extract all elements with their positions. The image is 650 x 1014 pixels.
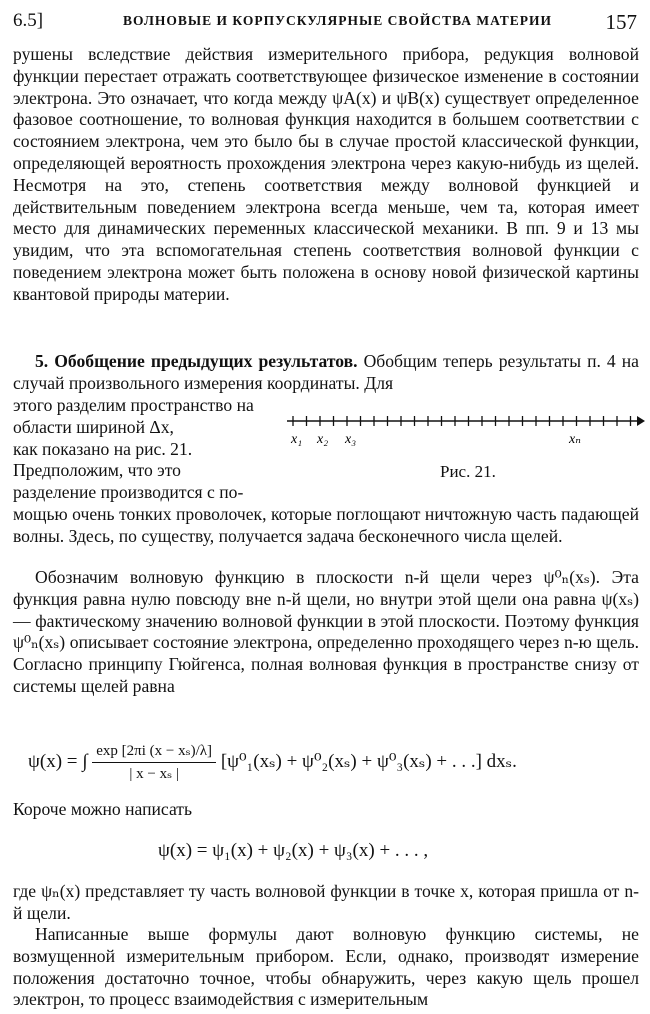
page-number: 157 — [605, 10, 637, 34]
figure-label-x1: x₁ — [291, 432, 303, 447]
wrapped-text — [13, 395, 263, 504]
wrap-line-3: Предположим, что это разделение производится с по- — [13, 460, 244, 503]
figure-label-x3: x₃ — [345, 432, 357, 447]
paragraph-1-text: рушены вследствие действия измерительного прибора, редукция волновой функции перестает отражать соответствующее физическое изменение в состоянии электрона. Это означает, что когда между ψA(x) и ψB(x) существует определенное фазовое соотношение, то волновая функция находится в большем соответствии с состоянием электрона, чем это было бы в случае простой классической функции, определяющей вероятность прохождения электрона через какую-нибудь из щелей. Несмотря на это, степень соответствия между волновой функцией и действительным поведением электрона всегда меньше, чем та, которая имеет место для динамических переменных классической механики. В пп. 9 и 13 мы увидим, что эта вспомогательная степень соответствия волновой функции с поведением электрона может быть положена в основу новой физической картины квантовой природы материи. — [13, 44, 639, 304]
running-title: ВОЛНОВЫЕ И КОРПУСКУЛЯРНЫЕ СВОЙСТВА МАТЕРИИ — [123, 13, 552, 28]
huygens-formula — [28, 742, 517, 783]
section-number: 6.5] — [13, 10, 44, 31]
figure-arrowhead — [637, 416, 645, 426]
figure-label-xn: xₙ — [569, 432, 581, 447]
wrap-line-2: как показано на рис. 21. — [13, 438, 193, 459]
figure-label-x2: x₂ — [317, 432, 329, 447]
section-heading: 5. Обобщение предыдущих результатов. — [35, 351, 358, 371]
section-rest-text: мощью очень тонких проволочек, которые поглощают ничтожную часть падающей волны. Здесь, по существу, получается задача бесконечного числа щелей. — [13, 504, 639, 546]
paragraph-3 — [13, 567, 639, 698]
section-intro-text: Обобщим теперь результаты п. 4 на случай произвольного измерения координаты. Для — [13, 351, 639, 393]
formula-lhs: ψ(x) = ∫ — [28, 750, 88, 772]
paragraph-5-text: где ψₙ(x) представляет ту часть волновой функции в точке x, которая пришла от n-й щели. — [13, 881, 639, 923]
paragraph-5 — [13, 881, 639, 925]
paragraph-3-text: Обозначим волновую функцию в плоскости n-й щели через ψ⁰ₙ(xₛ). Эта функция равна нулю повсюду вне n-й щели, но внутри этой щели она равна ψ(xₛ) — фактическому значению волновой функции в этой плоскости. Поэтому функция ψ⁰ₙ(xₛ) описывает состояние электрона, определенно проходящего через n-ю щель. Согласно принципу Гюйгенса, полная волновая функция в пространстве снизу от системы щелей равна — [13, 567, 639, 696]
paragraph-6-text: Написанные выше формулы дают волновую функцию системы, не возмущенной измерительным прибором. Если, однако, производят измерение положения достаточно точное, чтобы обнаружить, через какую щель прошел электрон, то процесс взаимодействия с измерительным — [13, 924, 639, 1010]
page-header — [13, 10, 637, 36]
formula-rhs: [ψ⁰₁(xₛ) + ψ⁰₂(xₛ) + ψ⁰₃(xₛ) + . . .] dxₛ. — [220, 750, 517, 772]
section-5-rest — [13, 504, 639, 548]
paragraph-1 — [13, 44, 639, 306]
wrap-line-1: этого разделим пространство на области шириной Δx, — [13, 395, 254, 437]
formula-numerator: exp [2πi (x − xₛ)/λ] — [92, 742, 216, 763]
paragraph-6 — [13, 924, 639, 1011]
formula-denominator: | x − xₛ | — [129, 766, 179, 782]
paragraph-4 — [13, 799, 639, 821]
formula-fraction — [92, 742, 216, 783]
section-5-intro — [13, 351, 639, 395]
figure-caption: Рис. 21. — [440, 462, 496, 481]
sum-formula: ψ(x) = ψ₁(x) + ψ₂(x) + ψ₃(x) + . . . , — [158, 840, 429, 861]
paragraph-4-text: Короче можно написать — [13, 799, 193, 819]
